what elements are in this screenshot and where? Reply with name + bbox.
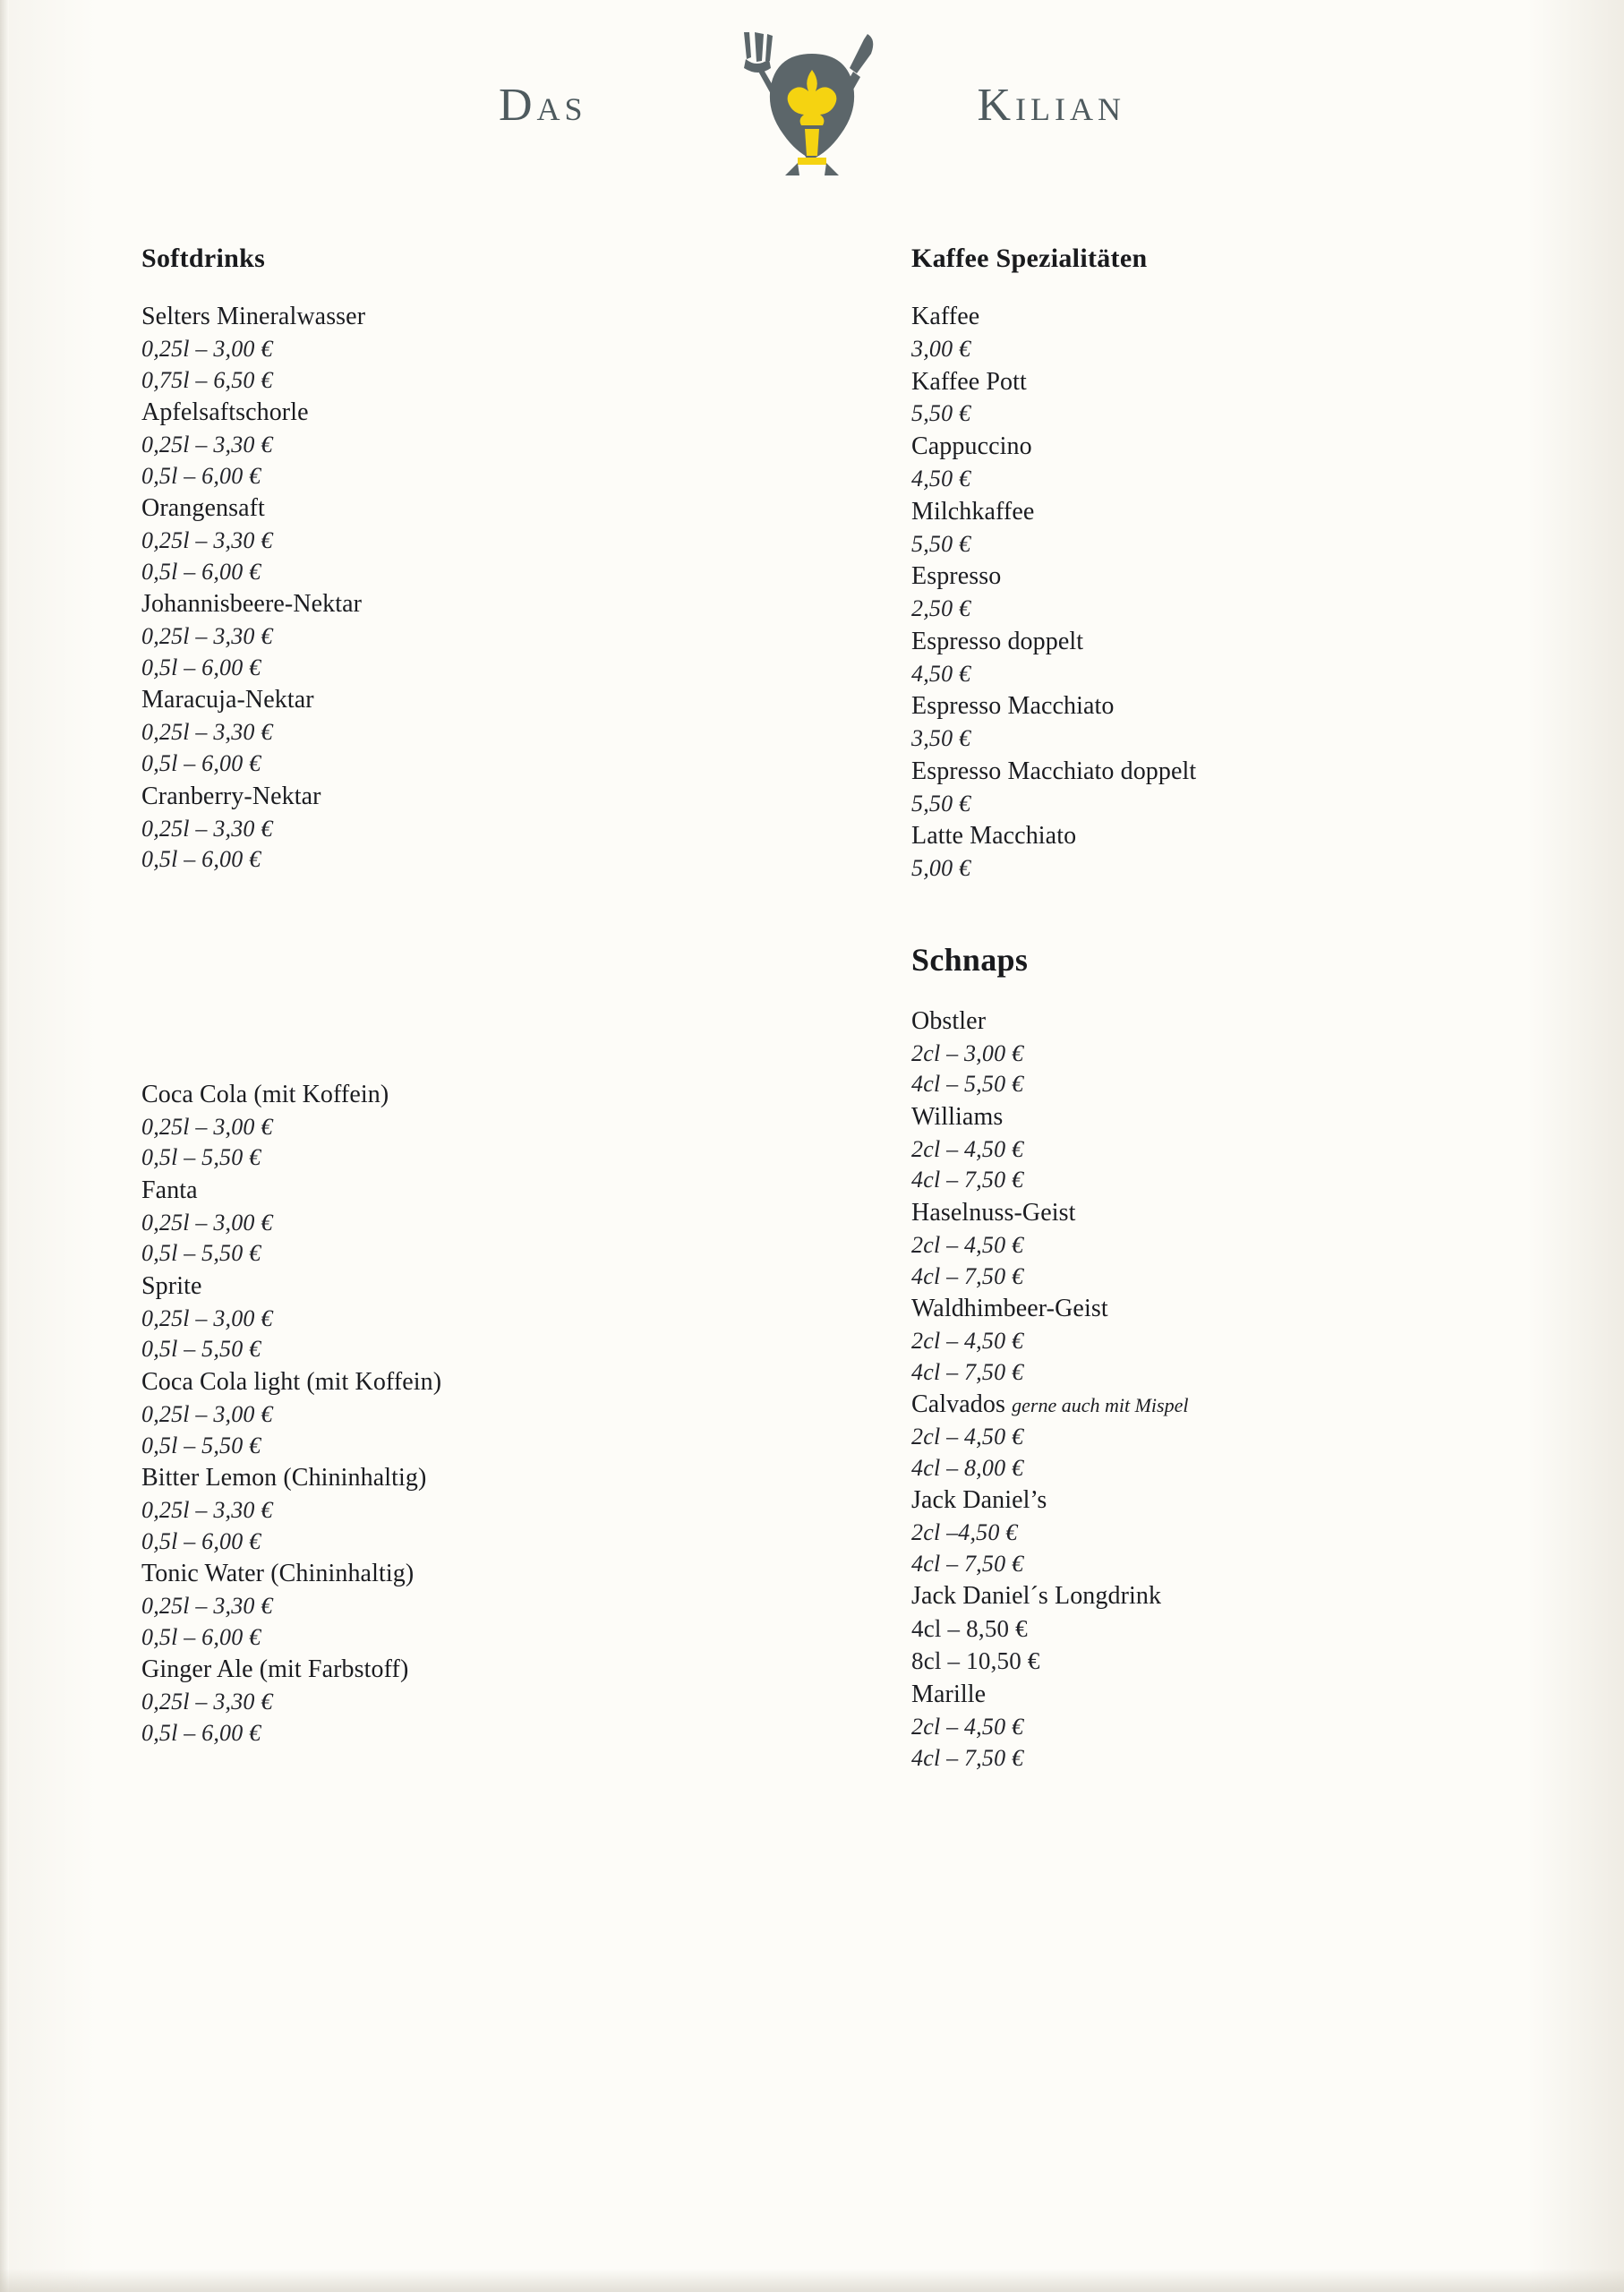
- item-price: 2cl – 3,00 €: [911, 1039, 1024, 1066]
- item-name: Selters Mineralwasser: [141, 303, 366, 330]
- item-price: 0,25l – 3,00 €: [141, 1400, 273, 1427]
- logo-word-right: Kilian: [977, 80, 1125, 131]
- item-price: 0,5l – 5,50 €: [141, 1336, 261, 1363]
- item-name: Maracuja-Nektar: [141, 686, 314, 714]
- item-price: 0,5l – 6,00 €: [141, 654, 261, 680]
- item-price: 2cl – 4,50 €: [911, 1424, 1024, 1450]
- menu-item: [911, 1293, 1538, 1388]
- menu-item: [911, 1679, 1538, 1774]
- item-price: 0,25l – 3,30 €: [141, 432, 273, 458]
- item-name: Kaffee: [911, 303, 980, 330]
- item-price: 0,25l – 3,00 €: [141, 1113, 273, 1140]
- restaurant-logo: [0, 7, 1624, 213]
- item-price: 5,50 €: [911, 400, 971, 427]
- item-price: 4cl – 8,00 €: [911, 1454, 1024, 1481]
- menu-item: [141, 781, 714, 876]
- menu-item: [141, 492, 714, 587]
- item-price: 2cl – 4,50 €: [911, 1231, 1024, 1258]
- menu-item: [141, 1175, 714, 1270]
- menu-item: [911, 1005, 1538, 1100]
- item-price: 0,5l – 6,00 €: [141, 749, 261, 776]
- item-price: 0,25l – 3,30 €: [141, 1593, 273, 1620]
- item-price: 4cl – 7,50 €: [911, 1744, 1024, 1771]
- item-price: 0,5l – 5,50 €: [141, 1432, 261, 1458]
- item-name: Sprite: [141, 1271, 202, 1300]
- item-name: Johannisbeere-Nektar: [141, 590, 363, 619]
- item-name: Bitter Lemon (Chininhaltig): [141, 1464, 427, 1492]
- item-price: 2cl – 4,50 €: [911, 1135, 1024, 1162]
- coffee-list: [911, 301, 1538, 885]
- item-name: Coca Cola light (mit Koffein): [141, 1367, 442, 1396]
- item-price: 2,50 €: [911, 595, 971, 622]
- item-price: 0,5l – 6,00 €: [141, 1623, 261, 1650]
- section-title-schnaps: Schnaps: [911, 941, 1029, 978]
- item-name: Orangensaft: [141, 494, 265, 523]
- item-name: Espresso: [911, 562, 1002, 591]
- menu-item: [141, 397, 714, 492]
- item-name: Espresso Macchiato: [911, 692, 1115, 721]
- item-price: 0,5l – 6,00 €: [141, 462, 261, 489]
- item-price: 0,5l – 6,00 €: [141, 558, 261, 585]
- item-price: 0,25l – 3,30 €: [141, 1497, 273, 1524]
- item-name: Espresso doppelt: [911, 627, 1084, 655]
- section-title-coffee: Kaffee Spezialitäten: [911, 244, 1148, 273]
- menu-item: [911, 756, 1538, 820]
- item-price: 0,5l – 6,00 €: [141, 1527, 261, 1554]
- logo-base-icon: [785, 163, 839, 175]
- item-price: 4cl – 5,50 €: [911, 1071, 1024, 1098]
- column-gap: [141, 877, 714, 1079]
- item-price: 3,50 €: [911, 725, 971, 752]
- menu-item: [141, 1270, 714, 1365]
- column-coffee-and-schnaps: [911, 244, 1538, 1775]
- menu-item: [911, 690, 1538, 755]
- item-name: [911, 1389, 1538, 1422]
- menu-item: [911, 626, 1538, 690]
- logo-badge: [722, 27, 902, 206]
- item-price: 0,5l – 6,00 €: [141, 846, 261, 873]
- column-softdrinks: [141, 244, 714, 1749]
- item-name: Marille: [911, 1681, 987, 1709]
- item-price: 5,50 €: [911, 530, 971, 557]
- item-name: Ginger Ale (mit Farbstoff): [141, 1655, 409, 1684]
- item-name: Obstler: [911, 1006, 987, 1035]
- item-name: Coca Cola (mit Koffein): [141, 1080, 389, 1108]
- item-price: 4cl – 7,50 €: [911, 1262, 1024, 1289]
- item-name: Milchkaffee: [911, 497, 1035, 526]
- menu-item: [911, 1484, 1538, 1579]
- menu-item: [141, 1079, 714, 1174]
- item-price: 2cl – 4,50 €: [911, 1328, 1024, 1355]
- item-name: Kaffee Pott: [911, 367, 1027, 396]
- item-price: 0,25l – 3,00 €: [141, 1304, 273, 1331]
- item-name: Jack Daniel’s: [911, 1486, 1047, 1515]
- item-price: 0,25l – 3,00 €: [141, 335, 273, 362]
- menu-item: [141, 1462, 714, 1557]
- item-price: 4cl – 7,50 €: [911, 1358, 1024, 1385]
- menu-item: [911, 1197, 1538, 1292]
- item-price: 0,25l – 3,30 €: [141, 815, 273, 842]
- section-spacer: [911, 885, 1538, 941]
- item-price: 2cl –4,50 €: [911, 1519, 1018, 1546]
- item-price: 4cl – 7,50 €: [911, 1550, 1024, 1577]
- section-title-softdrinks: Softdrinks: [141, 244, 266, 273]
- item-price: 4cl – 8,50 €: [911, 1615, 1028, 1643]
- item-name: Tonic Water (Chininhaltig): [141, 1560, 415, 1588]
- item-price: 3,00 €: [911, 335, 971, 362]
- menu-item: [911, 1101, 1538, 1196]
- menu-item: [141, 1366, 714, 1461]
- item-price: 5,50 €: [911, 790, 971, 817]
- menu-item: [911, 1389, 1538, 1484]
- menu-item: [911, 820, 1538, 885]
- menu-item: [141, 588, 714, 683]
- menu-item: [141, 1654, 714, 1749]
- item-name: Haselnuss-Geist: [911, 1199, 1076, 1227]
- item-price: 0,5l – 5,50 €: [141, 1144, 261, 1171]
- menu-item: [911, 496, 1538, 560]
- menu-item: [911, 1580, 1538, 1678]
- item-name: Cappuccino: [911, 432, 1032, 461]
- menu-item: [911, 431, 1538, 495]
- item-note: gerne auch mit Mispel: [1012, 1394, 1189, 1417]
- item-name: Cranberry-Nektar: [141, 782, 321, 810]
- item-price: 2cl – 4,50 €: [911, 1714, 1024, 1740]
- schnaps-list: [911, 1005, 1538, 1775]
- item-name: Latte Macchiato: [911, 822, 1077, 851]
- item-name: Waldhimbeer-Geist: [911, 1295, 1108, 1323]
- item-price: 0,25l – 3,30 €: [141, 623, 273, 650]
- item-price: 4,50 €: [911, 660, 971, 687]
- menu-content: [0, 244, 1624, 2292]
- menu-item: [911, 560, 1538, 625]
- softdrinks-list-group-one: [141, 301, 714, 876]
- item-price: 4cl – 7,50 €: [911, 1167, 1024, 1193]
- item-price: 0,25l – 3,30 €: [141, 527, 273, 554]
- item-price: 0,5l – 6,00 €: [141, 1719, 261, 1746]
- menu-item: [911, 366, 1538, 431]
- item-name: Williams: [911, 1102, 1004, 1131]
- item-price: 0,25l – 3,30 €: [141, 719, 273, 746]
- item-name: Espresso Macchiato doppelt: [911, 757, 1197, 785]
- item-name: Fanta: [141, 1176, 198, 1204]
- item-name-text: Calvados: [911, 1390, 1006, 1419]
- softdrinks-list-group-two: [141, 1079, 714, 1749]
- logo-word-left: Das: [499, 80, 587, 131]
- menu-item: [141, 684, 714, 779]
- item-price: 0,75l – 6,50 €: [141, 366, 273, 393]
- menu-item: [911, 301, 1538, 365]
- item-price: 5,00 €: [911, 855, 971, 882]
- item-price: 8cl – 10,50 €: [911, 1647, 1040, 1675]
- item-price: 4,50 €: [911, 466, 971, 492]
- item-name: Jack Daniel´s Longdrink: [911, 1582, 1162, 1611]
- item-price: 0,25l – 3,30 €: [141, 1689, 273, 1715]
- item-price: 0,25l – 3,00 €: [141, 1209, 273, 1236]
- menu-item: [141, 1558, 714, 1653]
- item-name: Apfelsaftschorle: [141, 398, 309, 427]
- item-price: 0,5l – 5,50 €: [141, 1240, 261, 1267]
- menu-item: [141, 301, 714, 396]
